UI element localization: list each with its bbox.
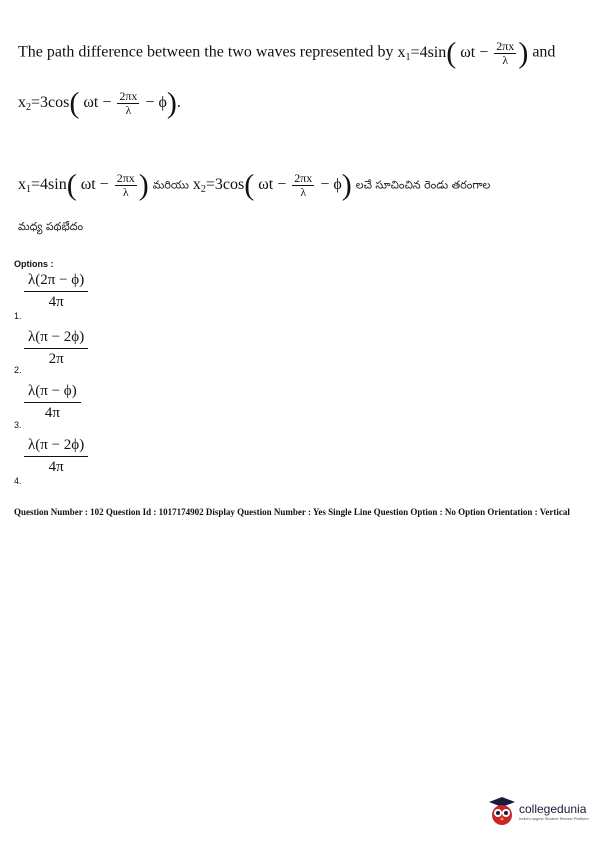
option-2-fraction: $\frac{\lambda(\pi - 2\phi)}{2\pi}$: [24, 329, 88, 368]
fraction-2pix-over-lambda: $\frac{2\pi x}{\lambda}$: [496, 38, 515, 67]
option-4-fraction: $\frac{\lambda(\pi - 2\phi)}{4\pi}$: [24, 437, 88, 476]
options-label: Options :: [14, 259, 54, 269]
option-2-number: 2.: [14, 365, 22, 375]
x1-equation: $x_1=4\sin$( ωt − $\frac{2\pi x}{\lambda}$ ): [397, 36, 529, 69]
telugu-and: మరియు: [152, 178, 189, 192]
question-te-line-1: [18, 170, 490, 200]
logo-tagline: India's largest Student Review Platform: [519, 815, 589, 821]
question-lead: The path difference between the two waves represented by: [18, 43, 394, 61]
question-en-line-2: [18, 88, 181, 118]
x1-equation-te: $x_1=4\sin$( ωt − $\frac{2\pi x}{\lambda}$ ): [18, 168, 149, 201]
option-1-fraction: $\frac{\lambda(2\pi - \phi)}{4\pi}$: [24, 272, 88, 311]
question-te-line-2: మధ్య పథభేదం: [18, 220, 84, 233]
logo-name: collegedunia: [519, 801, 587, 816]
question-meta: Question Number : 102 Question Id : 1017174902 Display Question Number : Yes Single Line Question Option : No Option Orientation : Vertical: [14, 507, 570, 517]
option-3-number: 3.: [14, 420, 22, 430]
telugu-tail: లచే సూచించిన రెండు తరంగాల: [355, 178, 491, 192]
question-en-line-1: [18, 38, 555, 68]
x2-equation-te: $x_2=3\cos$( ωt − $\frac{2\pi x}{\lambda}$ − ϕ): [192, 168, 352, 201]
option-4-number: 4.: [14, 476, 22, 486]
option-3-fraction: $\frac{\lambda(\pi - \phi)}{4\pi}$: [24, 383, 81, 422]
collegedunia-logo: [488, 796, 589, 826]
fraction-2pix-over-lambda: $\frac{2\pi x}{\lambda}$: [119, 88, 138, 117]
graduate-owl-icon: [488, 796, 516, 826]
option-1-number: 1.: [14, 311, 22, 321]
x2-equation: $x_2=3\cos$( ωt − $\frac{2\pi x}{\lambda}$ − ϕ).: [18, 86, 181, 119]
and-word: and: [532, 43, 556, 61]
